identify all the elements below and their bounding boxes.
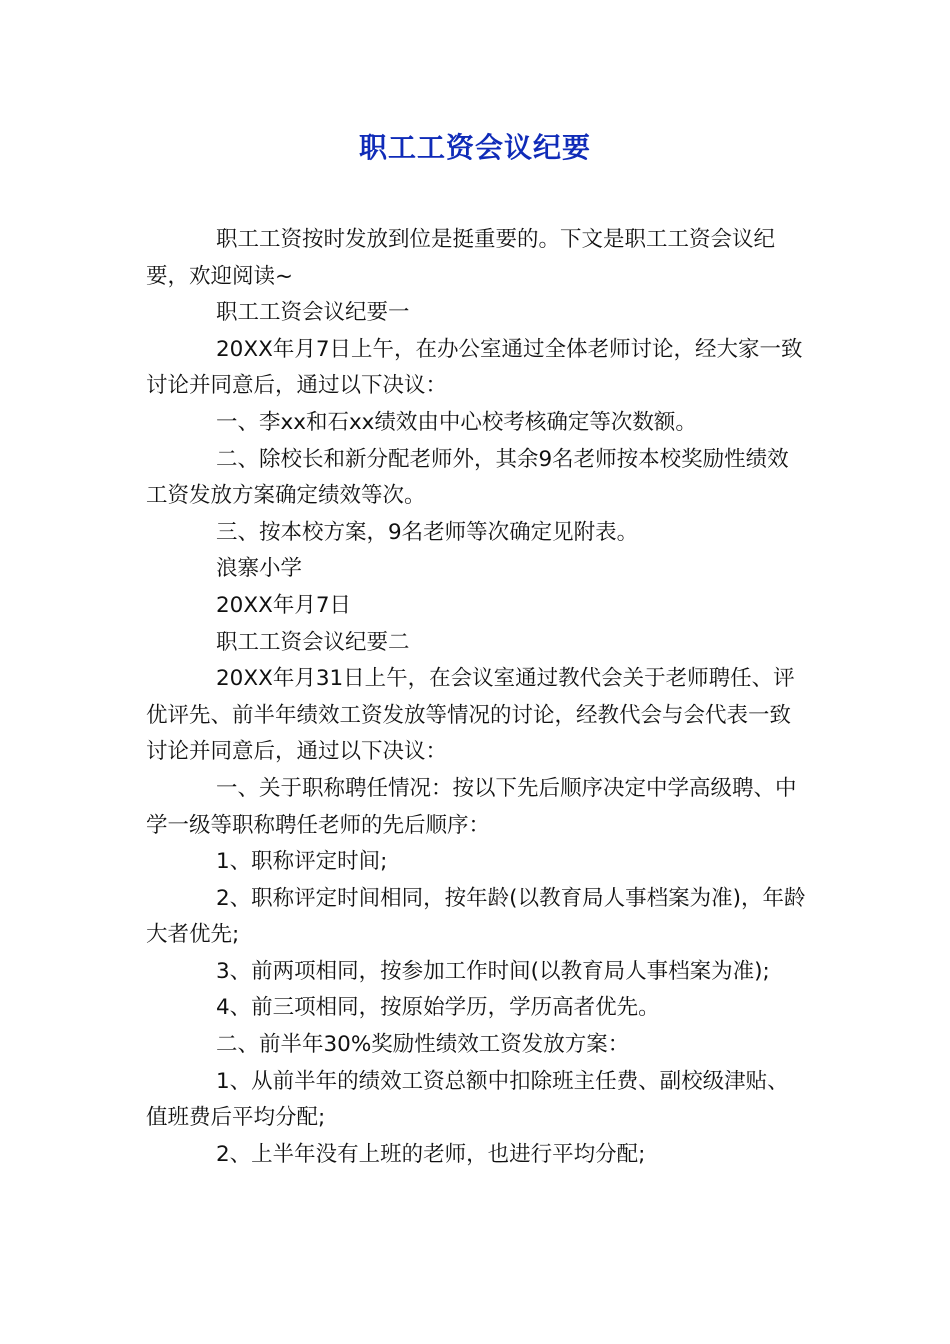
list-item: 1、职称评定时间; [216,849,388,875]
section-heading-one: 职工工资会议纪要一 [216,300,410,326]
resolution-item: 一、李xx和石xx绩效由中心校考核确定等次数额。 [216,409,697,435]
list-item: 1、从前半年的绩效工资总额中扣除班主任费、副校级津贴、值班费后平均分配; [146,1068,789,1131]
list-item: 2、上半年没有上班的老师，也进行平均分配; [216,1141,646,1167]
signature-date: 20XX年月7日 [216,592,351,618]
document-title: 职工工资会议纪要 [358,131,591,164]
paragraph: 20XX年月7日上午，在办公室通过全体老师讨论，经大家一致讨论并同意后，通过以下决议： [146,336,803,399]
list-item: 4、前三项相同，按原始学历，学历高者优先。 [216,995,660,1021]
list-item: 3、前两项相同，按参加工作时间(以教育局人事档案为准); [216,958,770,984]
resolution-item: 二、前半年30%奖励性绩效工资发放方案： [216,1032,630,1058]
signature-school: 浪寨小学 [216,556,303,582]
resolution-item: 一、关于职称聘任情况：按以下先后顺序决定中学高级聘、中学一级等职称聘任老师的先后顺序： [146,775,797,838]
resolution-item: 二、除校长和新分配老师外，其余9名老师按本校奖励性绩效工资发放方案确定绩效等次。 [146,446,789,509]
list-item: 2、职称评定时间相同，按年龄(以教育局人事档案为准)，年龄大者优先; [146,885,806,948]
paragraph-intro: 职工工资按时发放到位是挺重要的。下文是职工工资会议纪要，欢迎阅读~ [146,227,776,289]
section-heading-two: 职工工资会议纪要二 [216,629,410,655]
paragraph: 20XX年月31日上午，在会议室通过教代会关于老师聘任、评优评先、前半年绩效工资发放等情况的讨论，经教代会与会代表一致讨论并同意后，通过以下决议： [146,666,795,765]
resolution-item: 三、按本校方案，9名老师等次确定见附表。 [216,519,639,545]
document-body [146,222,808,1173]
